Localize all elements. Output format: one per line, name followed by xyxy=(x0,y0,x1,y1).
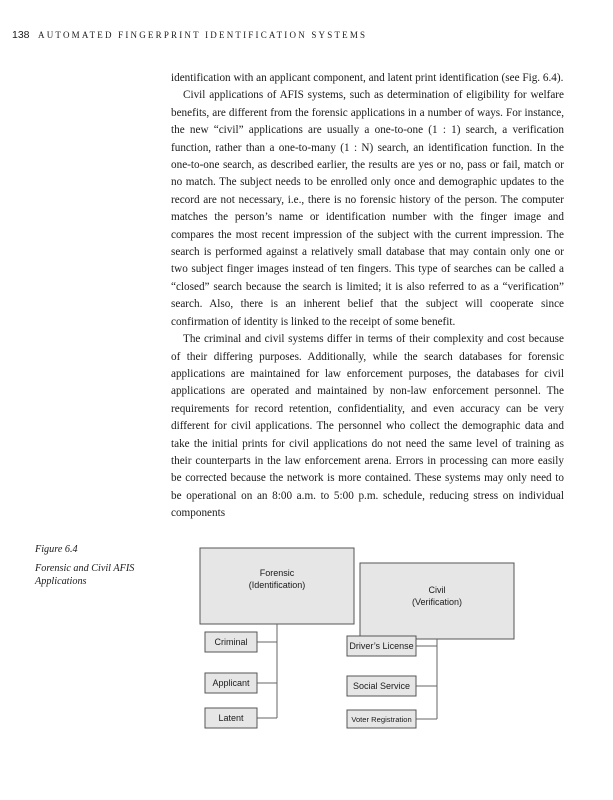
paragraph-3: The criminal and civil systems differ in terms of their complexity and cost because of their differing purposes. Additionally, while the search databases for forensic applications are maintained for law enforcement purposes, the databases for civil applications are operated and maintained by non-law enforcement personnel. The requirements for record retention, confidentiality, and even accuracy can be very different for civil applications. The personnel who collect the demographic data and take the initial prints for civil applications do not need the same level of training as their counterparts in the law enforcement arena. Errors in processing can more easily be corrected because the network is more contained. These systems may only need to be operational on an 8:00 a.m. to 5:00 p.m. schedule, reducing stress on individual components xyxy=(171,333,564,520)
afis-diagram xyxy=(180,543,580,743)
applicant-label: Applicant xyxy=(212,678,250,688)
forensic-subtitle: (Identification) xyxy=(248,580,306,590)
civil-title: Civil xyxy=(428,585,446,595)
running-head-title: AUTOMATED FINGERPRINT IDENTIFICATION SYSTEMS xyxy=(38,30,368,40)
latent-label: Latent xyxy=(218,713,244,723)
social-service-label: Social Service xyxy=(352,681,411,691)
running-head xyxy=(12,29,367,41)
voter-registration-label: Voter Registration xyxy=(351,715,412,724)
afis-diagram-svg xyxy=(180,543,580,743)
paragraph-1: identification with an applicant component, and latent print identification (see Fig. 6.4). xyxy=(171,72,564,84)
figure-caption xyxy=(35,543,155,588)
forensic-title: Forensic xyxy=(259,568,295,578)
figure-number: Figure 6.4 xyxy=(35,544,78,555)
page-number: 138 xyxy=(12,29,30,41)
drivers-license-label: Driver’s License xyxy=(349,641,414,651)
paragraph-2: Civil applications of AFIS systems, such as determination of eligibility for welfare benefits, are different from the forensic applications in a number of ways. For instance, the new “civil” applications are usually a one-to-one (1 : 1) search, a verification function, rather than a one-to-many (1 : N) search, an identification function. In the one-to-one search, as described earlier, the results are yes or no, pass or fail, match or no match. The subject needs to be enrolled only once and demographic updates to the record are not necessary, i.e., there is no forensic history of the person. The computer matches the person’s name or identification number with the finger image and compares the most recent impression of the subject with the current impression. The search is performed against a relatively small database that may contain only one or two subject finger images instead of ten fingers. This type of searches can be called a “closed” search because the search is limited; it is also referred to as a “verification” search. Also, there is an inherent belief that the subject will cooperate since confirmation of identity is linked to the receipt of some benefit. xyxy=(171,89,564,328)
figure-caption-text: Forensic and Civil AFIS Applications xyxy=(35,563,135,587)
civil-subtitle: (Verification) xyxy=(411,597,463,607)
body-text xyxy=(171,70,564,523)
criminal-label: Criminal xyxy=(214,637,248,647)
